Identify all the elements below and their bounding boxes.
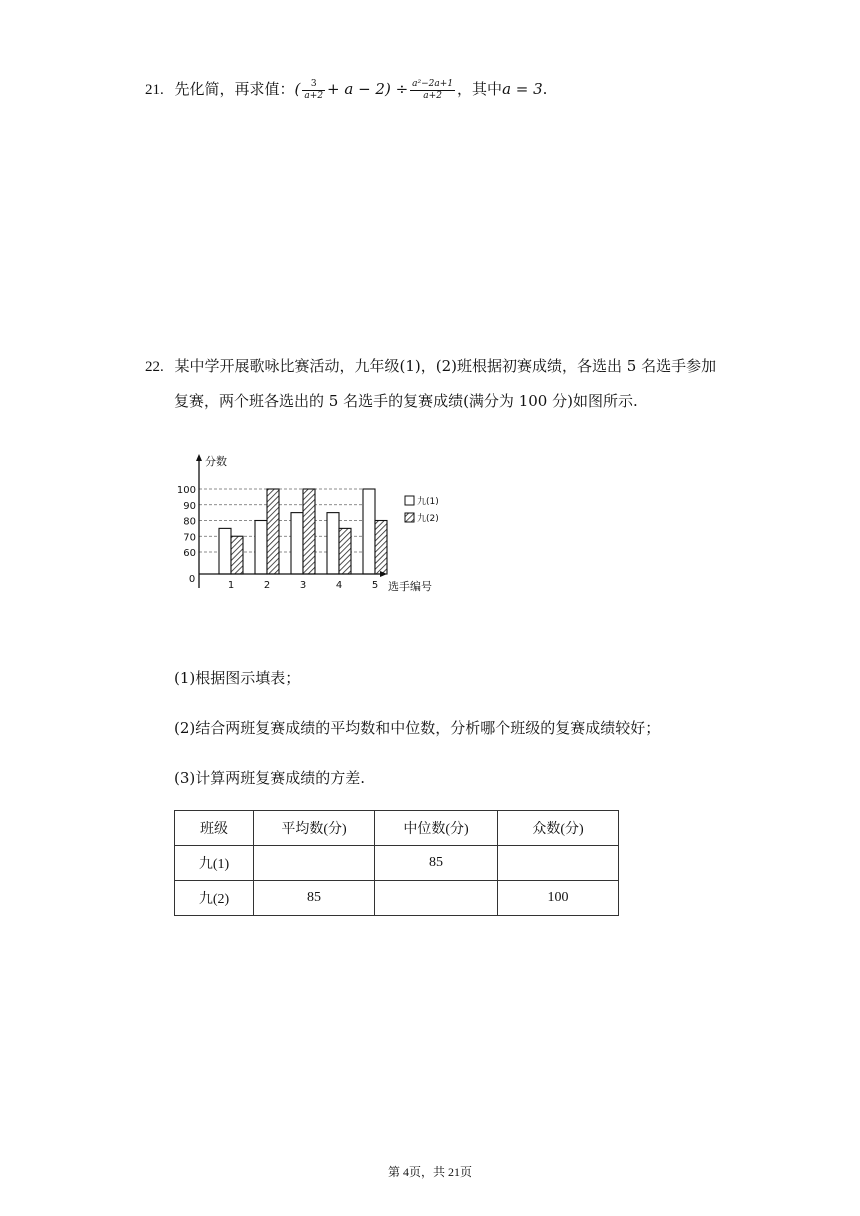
x-tick-label: 4 — [335, 580, 343, 591]
table-cell-median: 85 — [375, 846, 498, 881]
question-21-condition: a = 3 — [502, 80, 543, 98]
bar-2-1 — [231, 536, 243, 574]
y-axis-title: 分数 — [205, 455, 227, 468]
table-header-cell: 班级 — [175, 811, 254, 846]
y-tick-label: 70 — [183, 532, 196, 544]
table-row — [175, 846, 619, 881]
table-header-cell: 中位数(分) — [375, 811, 498, 846]
table-cell-mean[interactable] — [254, 846, 375, 881]
bar-1-5 — [363, 489, 375, 574]
sub-question-2: (2)结合两班复赛成绩的平均数和中位数，分析哪个班级的复赛成绩较好； — [174, 719, 661, 737]
origin-label: 0 — [188, 574, 196, 585]
legend-swatch — [405, 513, 414, 522]
legend-swatch — [405, 496, 414, 505]
bar-2-5 — [375, 521, 387, 575]
x-axis-title: 选手编号 — [388, 580, 432, 593]
y-tick-label: 100 — [176, 485, 196, 496]
bar-chart — [175, 452, 445, 602]
question-21-prefix: 先化简，再求值： — [174, 80, 295, 98]
table-cell-class: 九(2) — [175, 881, 254, 916]
table-cell-class: 九(1) — [175, 846, 254, 881]
table-header-row — [175, 811, 619, 846]
x-tick-label: 2 — [263, 580, 271, 591]
table-cell-mode[interactable] — [498, 846, 619, 881]
bar-1-3 — [291, 513, 303, 574]
fraction-2: $\frac{\text{a²−2a+1}}{a+2}$ — [412, 78, 454, 101]
question-number: 21. — [145, 82, 164, 98]
table-cell-mean: 85 — [254, 881, 375, 916]
legend-label: 九(2) — [417, 514, 439, 524]
bar-2-2 — [267, 489, 279, 574]
table-cell-mode: 100 — [498, 881, 619, 916]
x-tick-label: 5 — [371, 580, 379, 591]
bar-2-4 — [339, 528, 351, 574]
y-tick-label: 80 — [183, 516, 196, 528]
sub-question-3: (3)计算两班复赛成绩的方差. — [174, 769, 366, 787]
question-number: 22. — [145, 359, 164, 375]
table-header-cell: 平均数(分) — [254, 811, 375, 846]
bar-1-1 — [219, 528, 231, 574]
y-tick-label: 90 — [183, 500, 196, 512]
question-21-mid: + a − 2) ÷ — [327, 80, 409, 98]
question-21: 21. 先化简，再求值：( $\frac{3}{a+2}$ + a − 2) ÷ $\frac{\text{a²−2a+1}}{a+2}$ ，其中a = 3. — [145, 78, 548, 101]
y-tick-label: 60 — [183, 548, 196, 559]
question-21-suffix: ，其中 — [457, 80, 503, 98]
legend-label: 九(1) — [417, 497, 439, 507]
bar-1-4 — [327, 513, 339, 574]
sub-question-1: (1)根据图示填表； — [174, 669, 301, 687]
page-footer: 第 4页，共 21页 — [387, 1165, 472, 1179]
score-table — [174, 810, 619, 916]
table-cell-median[interactable] — [375, 881, 498, 916]
question-22-line-2: 复赛，两个班各选出的 5 名选手的复赛成绩(满分为 100 分)如图所示. — [174, 392, 638, 410]
bar-2-3 — [303, 489, 315, 574]
x-tick-label: 1 — [227, 580, 235, 591]
fraction-1: $\frac{3}{a+2}$ — [304, 78, 324, 101]
bar-1-2 — [255, 521, 267, 575]
y-axis-arrow — [196, 454, 202, 461]
x-tick-label: 3 — [299, 580, 307, 591]
question-22-line-1: 22. 某中学开展歌咏比赛活动，九年级(1)，(2)班根据初赛成绩，各选出 5 名选手参加 — [145, 357, 717, 375]
table-header-cell: 众数(分) — [498, 811, 619, 846]
table-row — [175, 881, 619, 916]
